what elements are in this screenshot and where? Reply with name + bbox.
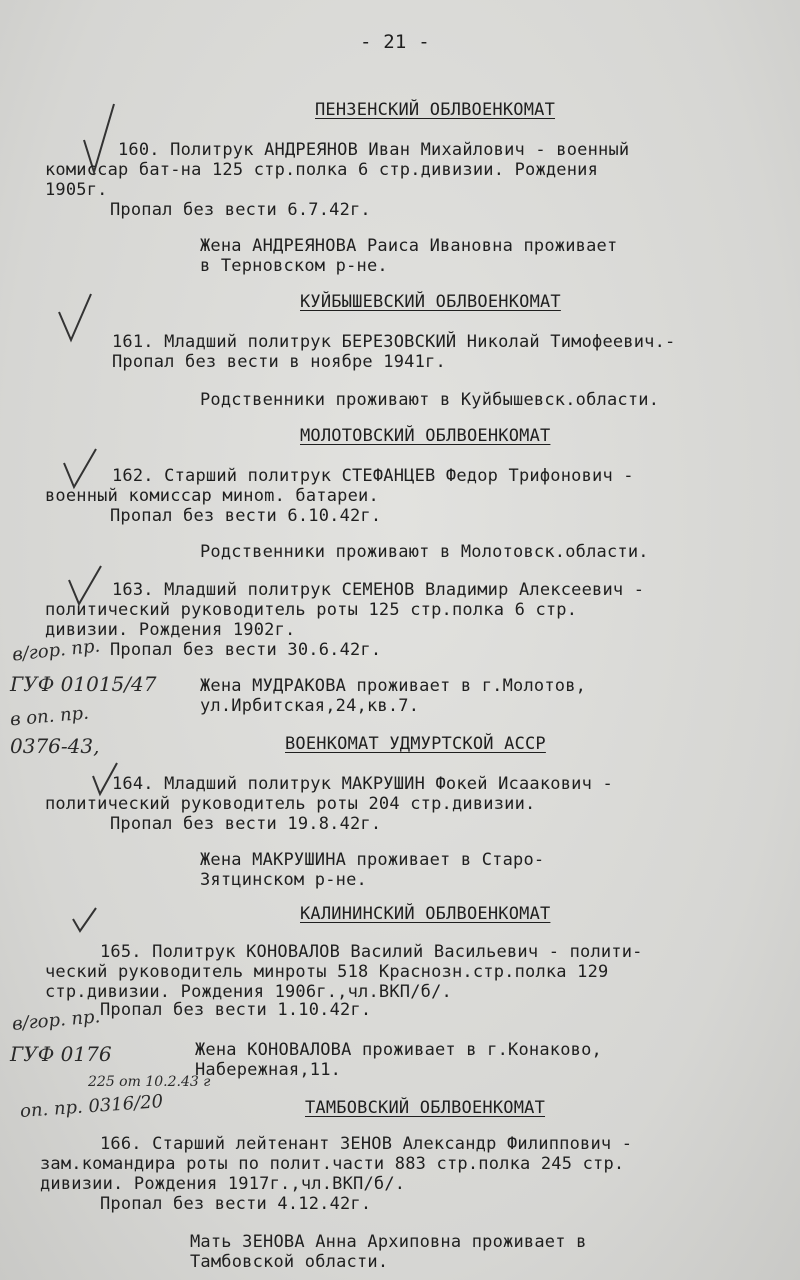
entry-162-relative-1: Родственники проживают в Молотовск.области. — [200, 542, 649, 562]
entry-160-line-2: комиссар бат-на 125 стр.полка 6 стр.дивизии. Рождения — [45, 160, 599, 180]
entry-166-line-3: дивизии. Рождения 1917г.,чл.ВКП/б/. — [40, 1174, 406, 1194]
entry-163-line-3: дивизии. Рождения 1902г. — [45, 620, 296, 640]
entry-165-missing: Пропал без вести 1.10.42г. — [100, 1000, 372, 1020]
entry-166-line-2: зам.командира роты по полит.части 883 стр.полка 245 стр. — [40, 1154, 625, 1174]
entry-165-line-3: стр.дивизии. Рождения 1906г.,чл.ВКП/б/. — [45, 982, 452, 1002]
entry-165-line-1: 165. Политрук КОНОВАЛОВ Василий Васильевич - полити- — [100, 942, 643, 962]
entry-166-relative-1: Мать ЗЕНОВА Анна Архиповна проживает в — [190, 1232, 587, 1252]
entry-163-relative-2: ул.Ирбитская,24,кв.7. — [200, 696, 420, 716]
section-heading-penza: ПЕНЗЕНСКИЙ ОБЛВОЕНКОМАТ — [315, 100, 556, 120]
entry-160-line-3: 1905г. — [45, 180, 108, 200]
handwritten-note-line: в оп. пр. — [9, 702, 90, 731]
entry-160-relative-2: в Терновском р-не. — [200, 256, 388, 276]
page-number: - 21 - — [360, 31, 430, 53]
entry-160-missing: Пропал без вести 6.7.42г. — [110, 200, 371, 220]
entry-162-line-2: военный комиссар миноm. батареи. — [45, 486, 379, 506]
section-heading-molotov: МОЛОТОВСКИЙ ОБЛВОЕНКОМАТ — [300, 426, 551, 446]
entry-160-relative-1: Жена АНДРЕЯНОВА Раиса Ивановна проживает — [200, 236, 618, 256]
entry-161-relative-1: Родственники проживают в Куйбышевск.области. — [200, 390, 660, 410]
entry-164-line-2: политический руководитель роты 204 стр.дивизии. — [45, 794, 536, 814]
entry-163-relative-1: Жена МУДРАКОВА проживает в г.Молотов, — [200, 676, 587, 696]
handwritten-note-line: 225 от 10.2.43 г — [88, 1074, 211, 1090]
section-heading-udmurt: ВОЕНКОМАТ УДМУРТСКОЙ АССР — [285, 734, 546, 754]
entry-162-line-1: 162. Старший политрук СТЕФАНЦЕВ Федор Трифонович - — [112, 466, 634, 486]
entry-161-missing: Пропал без вести в ноябре 1941г. — [112, 352, 446, 372]
entry-165-relative-2: Набережная,11. — [195, 1060, 342, 1080]
check-mark-icon — [55, 290, 95, 350]
entry-164-line-1: 164. Младший политрук МАКРУШИН Фокей Исаакович - — [112, 774, 613, 794]
handwritten-note-line: ГУФ 01015/47 — [10, 672, 157, 696]
section-heading-tambov: ТАМБОВСКИЙ ОБЛВОЕНКОМАТ — [305, 1098, 546, 1118]
entry-164-relative-1: Жена МАКРУШИНА проживает в Старо- — [200, 850, 545, 870]
entry-164-missing: Пропал без вести 19.8.42г. — [110, 814, 382, 834]
section-heading-kuibyshev: КУЙБЫШЕВСКИЙ ОБЛВОЕНКОМАТ — [300, 292, 561, 312]
handwritten-note-line: в/гор. пр. — [11, 1006, 102, 1035]
handwritten-note-line: оп. пр. 0316/20 — [19, 1091, 164, 1122]
entry-164-relative-2: Зятцинском р-не. — [200, 870, 367, 890]
entry-163-line-2: политический руководитель роты 125 стр.полка 6 стр. — [45, 600, 578, 620]
entry-165-relative-1: Жена КОНОВАЛОВА проживает в г.Конаково, — [195, 1040, 602, 1060]
entry-163-missing: Пропал без вести 30.6.42г. — [110, 640, 382, 660]
entry-162-missing: Пропал без вести 6.10.42г. — [110, 506, 382, 526]
handwritten-note-line: в/гор. пр. — [11, 635, 102, 666]
entry-163-line-1: 163. Младший политрук СЕМЕНОВ Владимир Алексеевич - — [112, 580, 645, 600]
entry-166-line-1: 166. Старший лейтенант ЗЕНОВ Александр Филиппович - — [100, 1134, 633, 1154]
check-mark-icon — [70, 905, 100, 935]
entry-161-line-1: 161. Младший политрук БЕРЕЗОВСКИЙ Николай Тимофеевич.- — [112, 332, 676, 352]
section-heading-kalinin: КАЛИНИНСКИЙ ОБЛВОЕНКОМАТ — [300, 904, 551, 924]
handwritten-note-line: 0376-43, — [10, 734, 100, 758]
entry-166-missing: Пропал без вести 4.12.42г. — [100, 1194, 372, 1214]
entry-165-line-2: ческий руководитель минроты 518 Краснозн.стр.полка 129 — [45, 962, 609, 982]
entry-160-line-1: 160. Политрук АНДРЕЯНОВ Иван Михайлович - военный — [118, 140, 630, 160]
handwritten-note-line: ГУФ 0176 — [10, 1042, 112, 1066]
entry-166-relative-2: Тамбовской области. — [190, 1252, 389, 1272]
